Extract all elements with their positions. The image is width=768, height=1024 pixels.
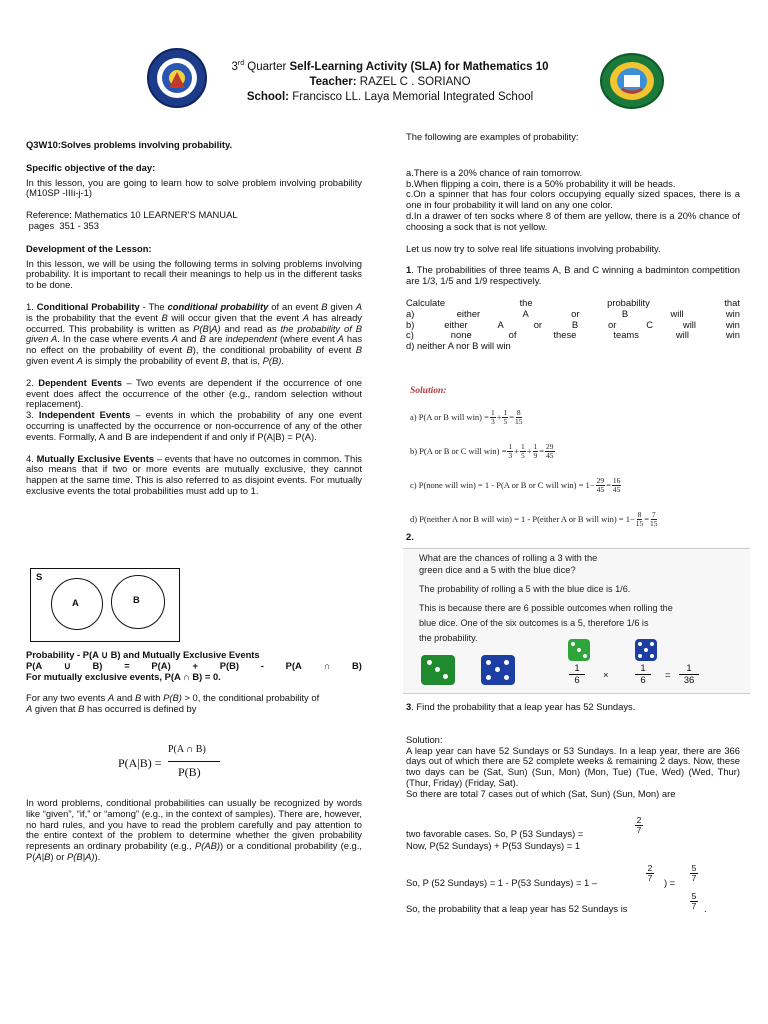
dice-frac-1: 1 6 <box>569 663 585 686</box>
dice-question <box>419 552 597 576</box>
teacher-name: RAZEL C . SORIANO <box>359 75 471 88</box>
dice-line-1: The probability of rolling a 5 with the blue dice is 1/6. <box>419 584 631 594</box>
calc-a-word: a) <box>406 307 415 319</box>
blue-die-five-icon <box>635 639 657 661</box>
quarter-word: Quarter <box>244 60 290 73</box>
so-text: So, P (52 Sundays) = 1 - P(53 Sundays) = 1 – <box>406 877 598 888</box>
example-a: a.There is a 20% chance of rain tomorrow. <box>406 166 583 178</box>
calc-a <box>406 309 740 320</box>
calc-d: d) neither A nor B will win <box>406 340 511 352</box>
solution-label: Solution: <box>410 386 447 396</box>
mutually-exclusive-definition: 4. Mutually Exclusive Events – events that have no outcomes in common. This also means that if two or more events are mutually exclusive, they cannot happen at the same time. This is also referred to as disjoint events. For mutually exclusive events the total probabilities must add up to 1. <box>26 452 362 496</box>
dice-equation <box>563 663 743 691</box>
solution-3-cases: So there are total 7 cases out of which (Sat, Sun) (Sun, Mon) are <box>406 787 676 799</box>
dice-problem-image <box>403 548 750 694</box>
quarter-number: 3 <box>231 60 238 73</box>
calc-line-word: probability <box>607 296 650 308</box>
school-logo <box>600 53 664 109</box>
venn-label-b: B <box>133 594 140 605</box>
dice-times: × <box>603 670 609 681</box>
blue-die-large-icon <box>481 655 515 685</box>
calc-b-word: will <box>682 318 696 330</box>
calc-line-word: that <box>724 296 740 308</box>
teacher-label: Teacher: <box>309 75 357 88</box>
dice-question-line-1: What are the chances of rolling a 3 with the <box>419 553 598 563</box>
left-column <box>26 140 362 497</box>
reference-text: Reference: Mathematics 10 LEARNER’S MANUAL <box>26 209 238 221</box>
calc-b-word: A <box>497 318 504 330</box>
so-line <box>406 862 740 892</box>
quarter-suffix: rd <box>237 60 245 67</box>
school-emblem-icon <box>602 55 662 107</box>
school-label: School: <box>246 90 289 103</box>
word-problems-block <box>26 798 362 863</box>
development-heading: Development of the Lesson: <box>26 242 152 254</box>
problem-1: 1. The probabilities of three teams A, B and C winning a badminton competition are 1/3, 1/5 and 1/9 respectively. <box>406 264 740 287</box>
final-line <box>406 890 740 916</box>
calc-a-word: win <box>725 307 740 319</box>
formula-bar <box>168 761 220 762</box>
formula-numerator: P(A ∩ B) <box>168 744 206 755</box>
development-intro: In this lesson, we will be using the following terms in solving problems involving probability. It is important to recall their meanings to help us in the different tasks to be done. <box>26 257 362 291</box>
dice-frac-2: 1 6 <box>635 663 651 686</box>
calc-c-word: teams <box>613 329 639 341</box>
calc-a-word: A <box>522 307 529 319</box>
calc-a-word: B <box>621 307 629 319</box>
calc-c-word: will <box>675 329 689 341</box>
solution-3-label: Solution: <box>406 733 443 745</box>
calc-c-word: none <box>450 329 472 341</box>
dice-explanation <box>419 582 673 646</box>
solution-c: c) P(none will win) = 1 - P(A or B or C will win) = 1− $\frac{29}{45}$ = $\frac{16}{45}$ <box>410 475 621 494</box>
problem-3: 3. Find the probability that a leap year has 52 Sundays. <box>406 701 636 712</box>
fav-frac: 2 7 <box>636 815 642 835</box>
final-frac: 5 7 <box>691 891 697 911</box>
objective-text: In this lesson, you are going to learn how to solve problem involving probability (M10SP -IIIi-j-1) <box>26 176 362 199</box>
solution-1 <box>410 386 740 534</box>
header-title-line <box>200 56 580 75</box>
solution-b: b) P(A or B or C will win) = $\frac{1}{3}$ + $\frac{1}{5}$ + $\frac{1}{9}$ = $\frac{29}{45}$ <box>410 441 554 460</box>
now-line: Now, P(52 Sundays) + P(53 Sundays) = 1 <box>406 840 581 851</box>
examples-intro: The following are examples of probability: <box>406 131 579 142</box>
example-c: c.On a spinner that has four colors occupying equally sized spaces, there is a one in four probability it will land on any one color. <box>406 188 740 211</box>
calc-a-word: or <box>571 307 580 319</box>
calc-a-word: either <box>456 307 481 319</box>
teacher-line <box>200 75 580 90</box>
problem-3-block <box>406 702 740 800</box>
dependent-events-definition: 2. Dependent Events – Two events are dependent if the occurrence of one event does affect the occurrence of the other (e.g., random selection without replacement). <box>26 376 362 410</box>
formula-lhs: P(A|B) = <box>118 756 162 770</box>
seal-emblem-icon <box>149 50 205 106</box>
dice-equals: = <box>665 670 671 681</box>
header-block <box>200 56 580 105</box>
reference-pages: pages 351 - 353 <box>26 219 99 231</box>
solution-3-text: A leap year can have 52 Sundays or 53 Sundays. In a leap year, there are 366 days out of which there are 52 complete weeks & remaining 2 days. Now, these two days can be (Sat, Sun) (Sun, Mon) (Mon, Tue) (Tue, Wed) (Wed, Thur) (Thur, Friday) (Friday, Sat). <box>406 744 740 788</box>
dice-line-3: blue dice. One of the six outcomes is a 5, therefore 1/6 is <box>419 618 649 628</box>
calc-c-word: of <box>508 329 517 341</box>
calc-a-word: will <box>670 307 684 319</box>
venn-circle-a <box>51 578 103 630</box>
right-column <box>406 132 740 352</box>
now-try-text: Let us now try to solve real life situations involving probability. <box>406 242 661 254</box>
calc-b-word: b) <box>406 318 415 330</box>
dice-frac-3: 1 36 <box>679 663 699 686</box>
calc-b-word: B <box>571 318 579 330</box>
conditional-probability-definition: 1. Conditional Probability - The conditional probability of an event B given A is the probability that the event B will occur given that the event A has already occurred. This probability is written as P(B|A) and read as the probability of B given A. In the case where events A and B are independent (where event A has no effect on the probability of event B), the conditional probability of event B given event A is simply the probability of event B, that is, P(B). <box>26 300 363 366</box>
word-problems-text: In word problems, conditional probabilities can usually be recognized by words like “given”, “if,” or “among” (e.g., in the context of samples). There are, however, no hard rules, and you have to read the problem carefully and pay attention to the entire context of the problem to determine whether the given probability represents an ordinary probability (e.g., P(AB)) or a conditional probability (e.g., P(A|B) or P(B|A)). <box>26 797 362 862</box>
venn-label-a: A <box>72 597 79 608</box>
solution-a: a) P(A or B will win) = $\frac{1}{3}$ + $\frac{1}{5}$ = $\frac{8}{15}$ <box>410 407 523 426</box>
favorable-cases-line <box>406 816 740 840</box>
calc-c-word: these <box>553 329 577 341</box>
calc-line-word: Calculate <box>406 296 446 308</box>
calc-b-word: win <box>725 318 740 330</box>
probability-union-formula: P(A ∪ B) = P(A) + P(B) - P(A ∩ B) <box>26 659 362 671</box>
so-frac-1: 2 7 <box>647 863 653 883</box>
objective-heading: Specific objective of the day: <box>26 161 156 173</box>
conditional-definition-text-2: A given that B has occurred is defined by <box>26 703 197 715</box>
calc-b-word: C <box>646 318 654 330</box>
school-line <box>200 90 580 105</box>
conditional-definition-text: For any two events A and B with P(B) > 0, the conditional probability of <box>26 692 320 704</box>
calc-c-word: c) <box>406 329 414 341</box>
school-name: Francisco LL. Laya Memorial Integrated School <box>292 90 534 103</box>
final-text: So, the probability that a leap year has 52 Sundays is <box>406 903 628 914</box>
problem-2-number: 2. <box>406 531 414 542</box>
venn-circle-b <box>111 575 165 629</box>
header-title: Self-Learning Activity (SLA) for Mathematics 10 <box>289 60 549 73</box>
probability-union-title: Probability - P(A ∪ B) and Mutually Exclusive Events <box>26 649 260 660</box>
green-die-large-icon <box>421 655 455 685</box>
example-d: d.In a drawer of ten socks where 8 of them are yellow, there is a 20% chance of choosing a sock that is not yellow. <box>406 209 740 232</box>
conditional-probability-formula <box>118 744 228 784</box>
final-dot: . <box>704 903 707 914</box>
competency-code: Q3W10:Solves problems involving probability. <box>26 139 233 150</box>
solution-d: d) P(neither A nor B will win) = 1 - P(either A or B will win) = 1− $\frac{8}{15}$ = $\frac{7}{15}$ <box>410 509 658 528</box>
dice-line-2: This is because there are 6 possible outcomes when rolling the <box>419 603 673 613</box>
venn-label-s: S <box>36 571 43 582</box>
probability-union-block <box>26 650 362 715</box>
dice-question-line-2: green dice and a 5 with the blue dice? <box>419 565 576 575</box>
venn-diagram <box>30 568 180 642</box>
example-b: b.When flipping a coin, there is a 50% probability it will be heads. <box>406 177 676 189</box>
calc-b-word: or <box>533 318 543 330</box>
so-frac-2: 5 7 <box>691 863 697 883</box>
mutually-exclusive-note: For mutually exclusive events, P(A ∩ B) = 0. <box>26 670 221 682</box>
dice-line-4: the probability. <box>419 633 478 643</box>
calc-line-word: the <box>519 296 533 308</box>
independent-events-definition: 3. Independent Events – events in which the probability of any one event occurring is unaffected by the occurrence or non-occurrence of any of the other events. Formally, A and B are independent if and only if P(A|B) = P(A). <box>26 409 362 442</box>
favorable-cases-text: two favorable cases. So, P (53 Sundays) = <box>406 828 584 839</box>
formula-denominator: P(B) <box>178 765 201 779</box>
so-paren: ) = <box>664 877 676 888</box>
green-die-three-icon <box>568 639 590 661</box>
deped-seal <box>147 48 207 108</box>
calc-b-word: either <box>444 318 468 330</box>
calc-b-word: or <box>608 318 617 330</box>
calc-c-word: win <box>725 329 740 341</box>
